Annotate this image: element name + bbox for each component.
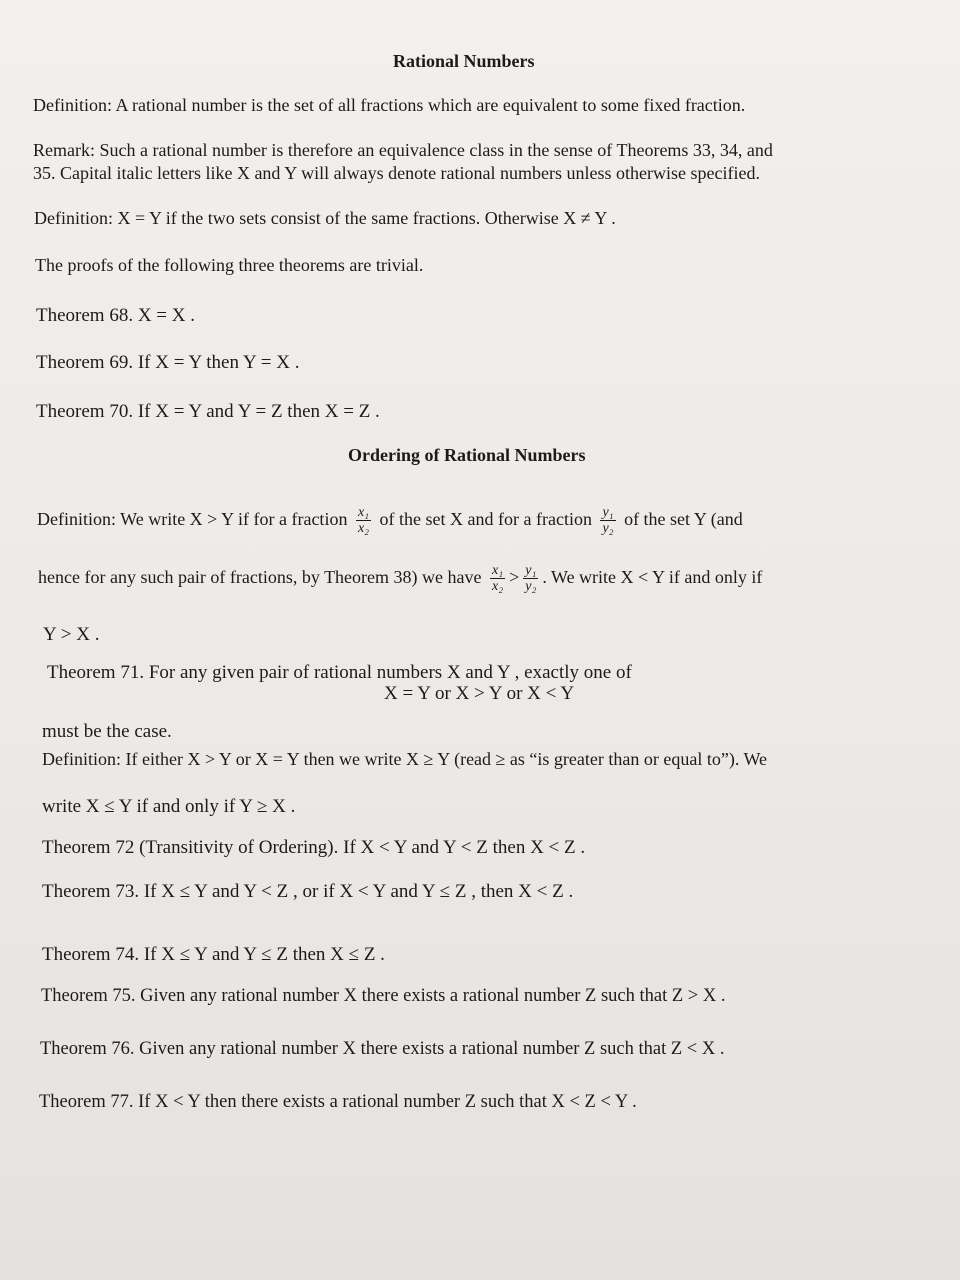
theorem-68: Theorem 68. X = X . <box>36 305 195 326</box>
definition-geq-line-1: Definition: If either X > Y or X = Y then we write X ≥ Y (read ≥ as “is greater than or equal to”). We <box>42 749 768 769</box>
theorem-77: Theorem 77. If X < Y then there exists a rational number Z such that X < Z < Y . <box>39 1092 637 1112</box>
definition-order-line-3: Y > X . <box>43 624 100 645</box>
def-order-text-b: of the set X and for a fraction <box>379 509 592 530</box>
theorem-71-statement: X = Y or X > Y or X < Y <box>384 683 575 704</box>
fraction-denominator: x₂ <box>357 521 370 537</box>
proofs-note: The proofs of the following three theorems are trivial. <box>35 255 424 275</box>
remark-line-1: Remark: Such a rational number is therefore an equivalence class in the sense of Theorems 33, 34, and <box>33 140 773 160</box>
definition-order-line-2 <box>38 563 762 595</box>
theorem-71-line-1: Theorem 71. For any given pair of rational numbers X and Y , exactly one of <box>47 662 632 683</box>
page-title: Rational Numbers <box>393 51 535 71</box>
fraction-x1-over-x2 <box>356 505 371 537</box>
theorem-74: Theorem 74. If X ≤ Y and Y ≤ Z then X ≤ Z . <box>42 944 385 965</box>
fraction-numerator: x₁ <box>492 563 504 578</box>
definition-equality: Definition: X = Y if the two sets consist of the same fractions. Otherwise X ≠ Y . <box>34 208 616 228</box>
theorem-72: Theorem 72 (Transitivity of Ordering). If X < Y and Y < Z then X < Z . <box>42 837 586 858</box>
fraction-denominator: x₂ <box>492 579 504 595</box>
def-order-text-d: hence for any such pair of fractions, by Theorem 38) we have <box>38 567 482 588</box>
fraction-numerator: x₁ <box>357 505 370 520</box>
def-order-text-e: . We write X < Y if and only if <box>542 567 763 588</box>
theorem-73: Theorem 73. If X ≤ Y and Y < Z , or if X < Y and Y ≤ Z , then X < Z . <box>42 881 574 902</box>
definition-rational-number: Definition: A rational number is the set of all fractions which are equivalent to some fixed fraction. <box>33 95 746 115</box>
theorem-75: Theorem 75. Given any rational number X there exists a rational number Z such that Z > X . <box>41 986 726 1006</box>
greater-than-symbol: > <box>509 567 520 588</box>
definition-geq-line-2: write X ≤ Y if and only if Y ≥ X . <box>42 796 296 817</box>
fraction-numerator: y₁ <box>525 563 537 578</box>
definition-order-line-1 <box>37 505 743 537</box>
remark-line-2: 35. Capital italic letters like X and Y will always denote rational numbers unless otherwise specified. <box>33 163 760 183</box>
fraction-numerator: y₁ <box>602 505 614 520</box>
def-order-text-c: of the set Y (and <box>624 509 743 530</box>
section-title-ordering: Ordering of Rational Numbers <box>348 445 586 465</box>
theorem-70: Theorem 70. If X = Y and Y = Z then X = Z . <box>36 401 380 422</box>
theorem-71-line-3: must be the case. <box>42 721 172 742</box>
fraction-denominator: y₂ <box>602 521 614 537</box>
theorem-69: Theorem 69. If X = Y then Y = X . <box>36 352 300 373</box>
fraction-y1-over-y2 <box>523 563 538 595</box>
fraction-x1-over-x2 <box>490 563 505 595</box>
def-order-text-a: Definition: We write X > Y if for a fraction <box>37 509 348 530</box>
theorem-76: Theorem 76. Given any rational number X there exists a rational number Z such that Z < X . <box>40 1039 725 1059</box>
fraction-denominator: y₂ <box>525 579 537 595</box>
fraction-y1-over-y2 <box>600 505 615 537</box>
